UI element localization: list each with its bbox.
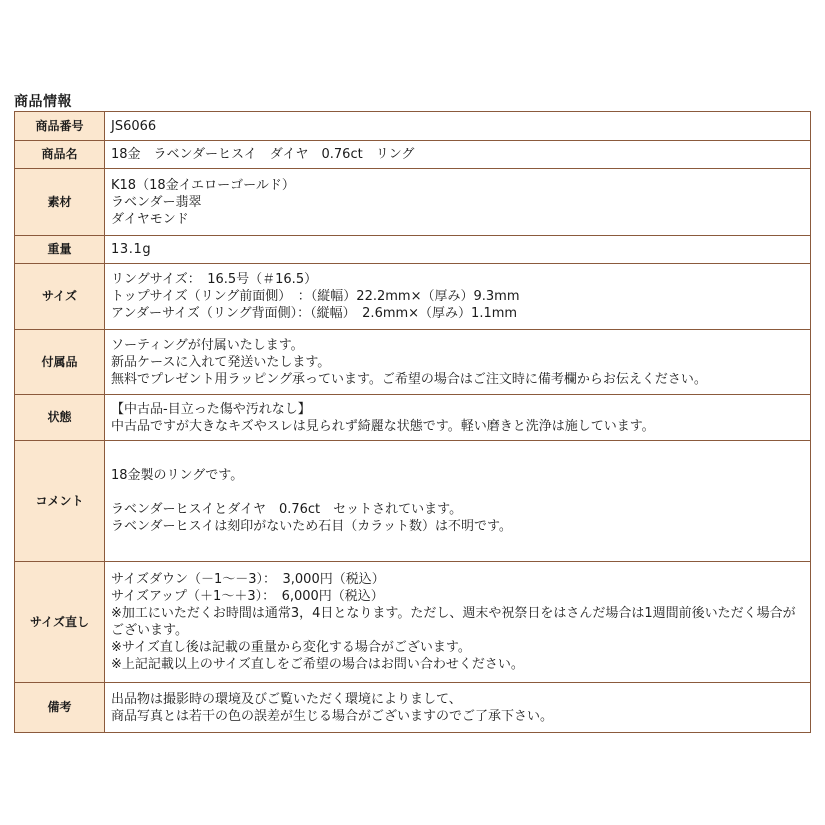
condition-line: 【中古品-目立った傷や汚れなし】 [111,401,311,417]
label-condition: 状態 [15,395,105,441]
row-size [15,264,811,330]
resize-line: サイズアップ（＋1～＋3）： 6,000円（税込） [111,589,384,604]
row-item-number [15,112,811,141]
size-line: リングサイズ： 16.5号（＃16.5） [111,272,318,287]
label-size: サイズ [15,264,105,330]
accessories-line: 新品ケースに入れて発送いたします。 [111,354,331,370]
resize-line: ※上記記載以上のサイズ直しをご希望の場合はお問い合わせください。 [111,657,524,672]
material-line: ダイヤモンド [111,211,189,227]
resize-line: ※加工にいただくお時間は通常3，4日となります。ただし、週末や祝祭日をはさんだ場合は1週間前後いただく場合がございます。 [111,606,796,638]
value-remarks [105,683,811,733]
value-material [105,169,811,236]
resize-line: ※サイズ直し後は記載の重量から変化する場合がございます。 [111,640,471,655]
row-resize [15,562,811,683]
label-item-name: 商品名 [15,141,105,169]
comment-spacer [111,484,804,501]
condition-line: 中古品ですが大きなキズやスレは見られず綺麗な状態です。軽い磨きと洗浄は施しています。 [111,418,655,434]
row-condition [15,395,811,441]
value-weight: 13.1g [105,236,811,264]
value-condition [105,395,811,441]
comment-line: ラベンダーヒスイは刻印がないため石目（カラット数）は不明です。 [111,519,512,534]
resize-line: サイズダウン（－1～－3）： 3,000円（税込） [111,572,385,587]
row-comment [15,441,811,562]
label-weight: 重量 [15,236,105,264]
size-line: アンダーサイズ（リング背面側）：（縦幅） 2.6mm×（厚み）1.1mm [111,306,518,321]
label-comment: コメント [15,441,105,562]
size-line: トップサイズ（リング前面側） ：（縦幅）22.2mm×（厚み）9.3mm [111,289,520,304]
comment-line: 18金製のリングです。 [111,468,244,483]
product-info-table [14,111,811,733]
label-item-number: 商品番号 [15,112,105,141]
label-material: 素材 [15,169,105,236]
accessories-line: ソーティングが付属いたします。 [111,337,304,353]
label-resize: サイズ直し [15,562,105,683]
value-item-name: 18金 ラベンダーヒスイ ダイヤ 0.76ct リング [105,141,811,169]
material-line: K18（18金イエローゴールド） [111,177,295,193]
label-remarks: 備考 [15,683,105,733]
row-item-name [15,141,811,169]
value-resize [105,562,811,683]
accessories-line: 無料でプレゼント用ラッピング承っています。ご希望の場合はご注文時に備考欄からお伝えください。 [111,371,707,387]
value-accessories [105,330,811,395]
row-accessories [15,330,811,395]
row-remarks [15,683,811,733]
row-material [15,169,811,236]
comment-line: ラベンダーヒスイとダイヤ 0.76ct セットされています。 [111,502,463,517]
value-item-number: JS6066 [105,112,811,141]
label-accessories: 付属品 [15,330,105,395]
material-line: ラベンダー翡翠 [111,194,202,210]
remarks-line: 商品写真とは若干の色の誤差が生じる場合がございますのでご了承下さい。 [111,708,554,724]
section-title: 商品情報 [14,94,72,110]
value-comment [105,441,811,562]
value-size [105,264,811,330]
remarks-line: 出品物は撮影時の環境及びご覧いただく環境によりまして、 [111,691,462,707]
row-weight [15,236,811,264]
